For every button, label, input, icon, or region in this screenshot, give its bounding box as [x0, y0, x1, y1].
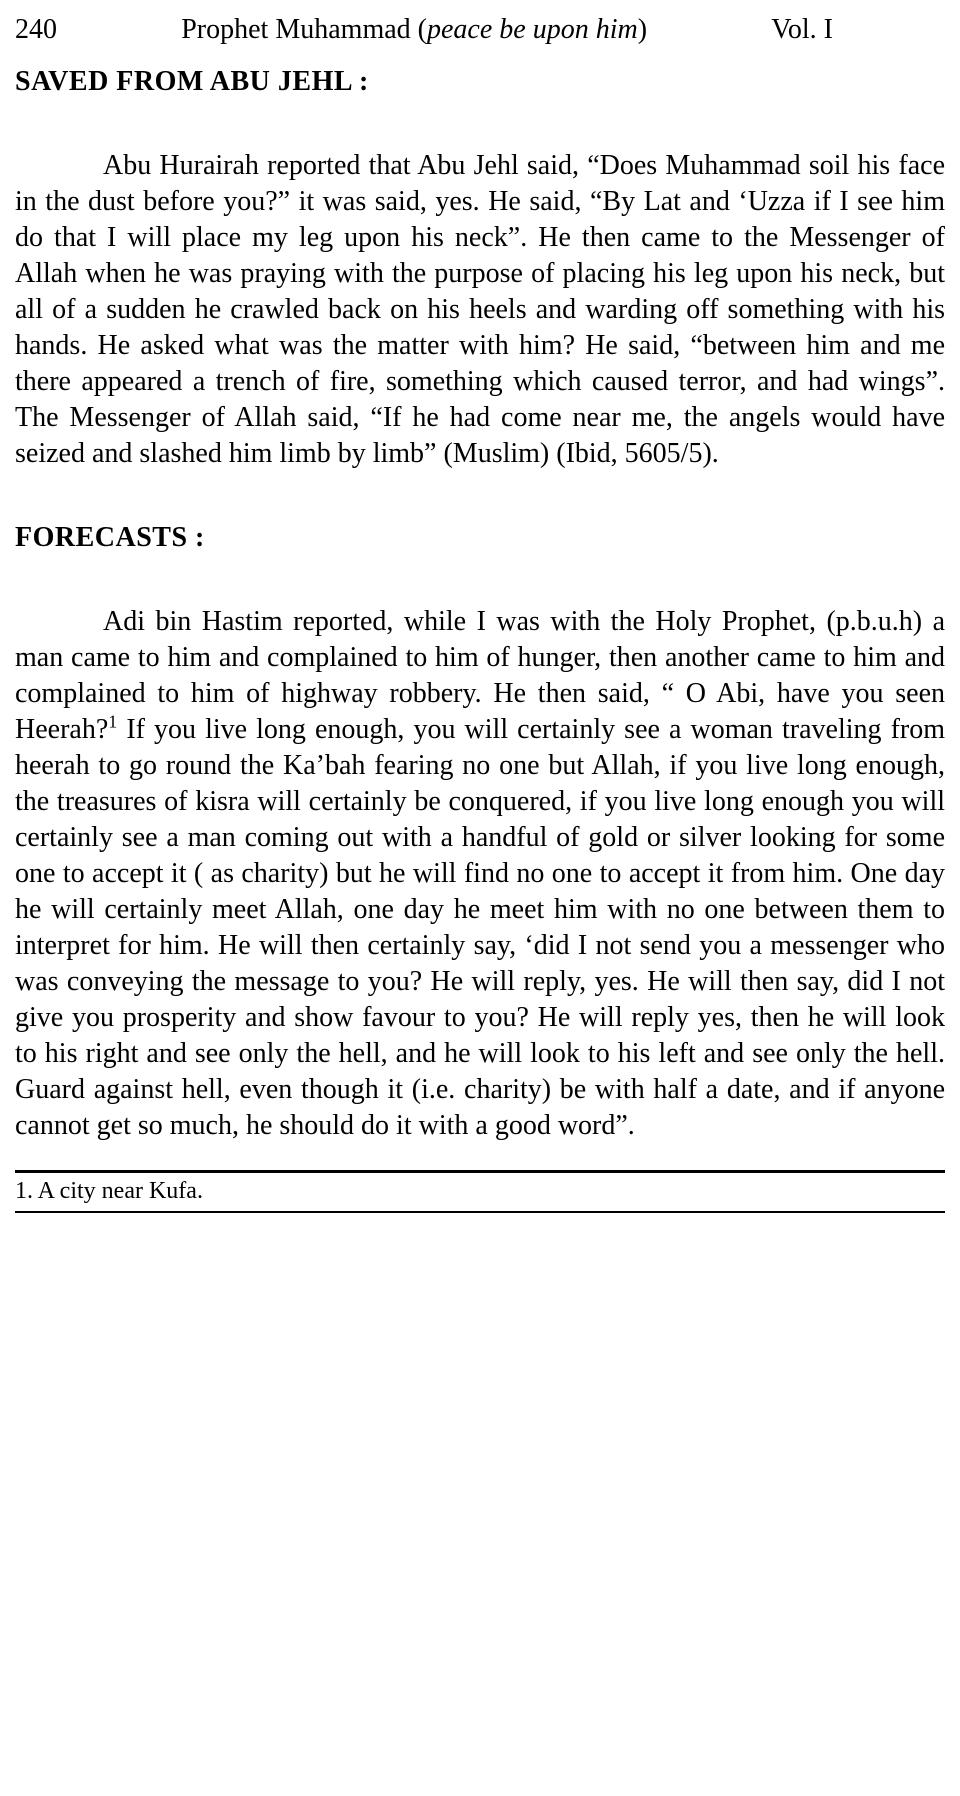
running-title-italic: peace be upon him [426, 14, 638, 45]
running-title-close-paren: ) [637, 14, 648, 45]
running-title [57, 14, 771, 46]
footnote [15, 1170, 945, 1213]
footnote-marker: 1 [108, 711, 118, 732]
section-saved-paragraph: Abu Hurairah reported that Abu Jehl said, “Does Muhammad soil his face in the dust before you?” it was said, yes. He said, “By Lat and ‘Uzza if I see him do that I will place my leg upon his neck”. He then came to the Messenger of Allah when he was praying with the purpose of placing his leg upon his neck, but all of a sudden he crawled back on his heels and warding off something with his hands. He asked what was the matter with him? He said, “between him and me there appeared a trench of fire, something which caused terror, and had wings”. The Messenger of Allah said, “If he had come near me, the angels would have seized and slashed him limb by limb” (Muslim) (Ibid, 5605/5). [15, 150, 945, 469]
page-number: 240 [15, 14, 57, 45]
page-header [15, 14, 945, 46]
running-title-text: Prophet Muhammad ( [181, 14, 427, 45]
section-forecasts-paragraph [15, 604, 945, 1144]
section-heading-saved-from-abu-jehl: SAVED FROM ABU JEHL : [15, 66, 369, 97]
section-heading-forecasts: FORECASTS : [15, 522, 205, 553]
forecasts-text-after-marker: If you live long enough, you will certainly see a woman traveling from heerah to go round the Ka’bah fearing no one but Allah, if you live long enough, the treasures of kisra will certainly be conquered, if you live long enough you will certainly see a man coming out with a handful of gold or silver looking for some one to accept it ( as charity) but he will find no one to accept it from him. One day he will certainly meet Allah, one day he meet him with no one between them to interpret for him. He will then certainly say, ‘did I not send you a messenger who was conveying the message to you? He will reply, yes. He will then say, did I not give you prosperity and show favour to you? He will reply yes, then he will look to his right and see only the hell, and he will look to his left and see only the hell. Guard against hell, even though it (i.e. charity) be with half a date, and if anyone cannot get so much, he should do it with a good word”. [15, 714, 945, 1141]
volume-label: Vol. I [771, 14, 833, 45]
footnote-text: 1. A city near Kufa. [15, 1178, 203, 1204]
forecasts-text-before-marker: Adi bin Hastim reported, while I was with the Holy Prophet, (p.b.u.h) a man came to him and complained to him of hunger, then another came to him and complained to him of highway robbery. He then said, “ O Abi, have you seen Heerah? [15, 606, 945, 745]
